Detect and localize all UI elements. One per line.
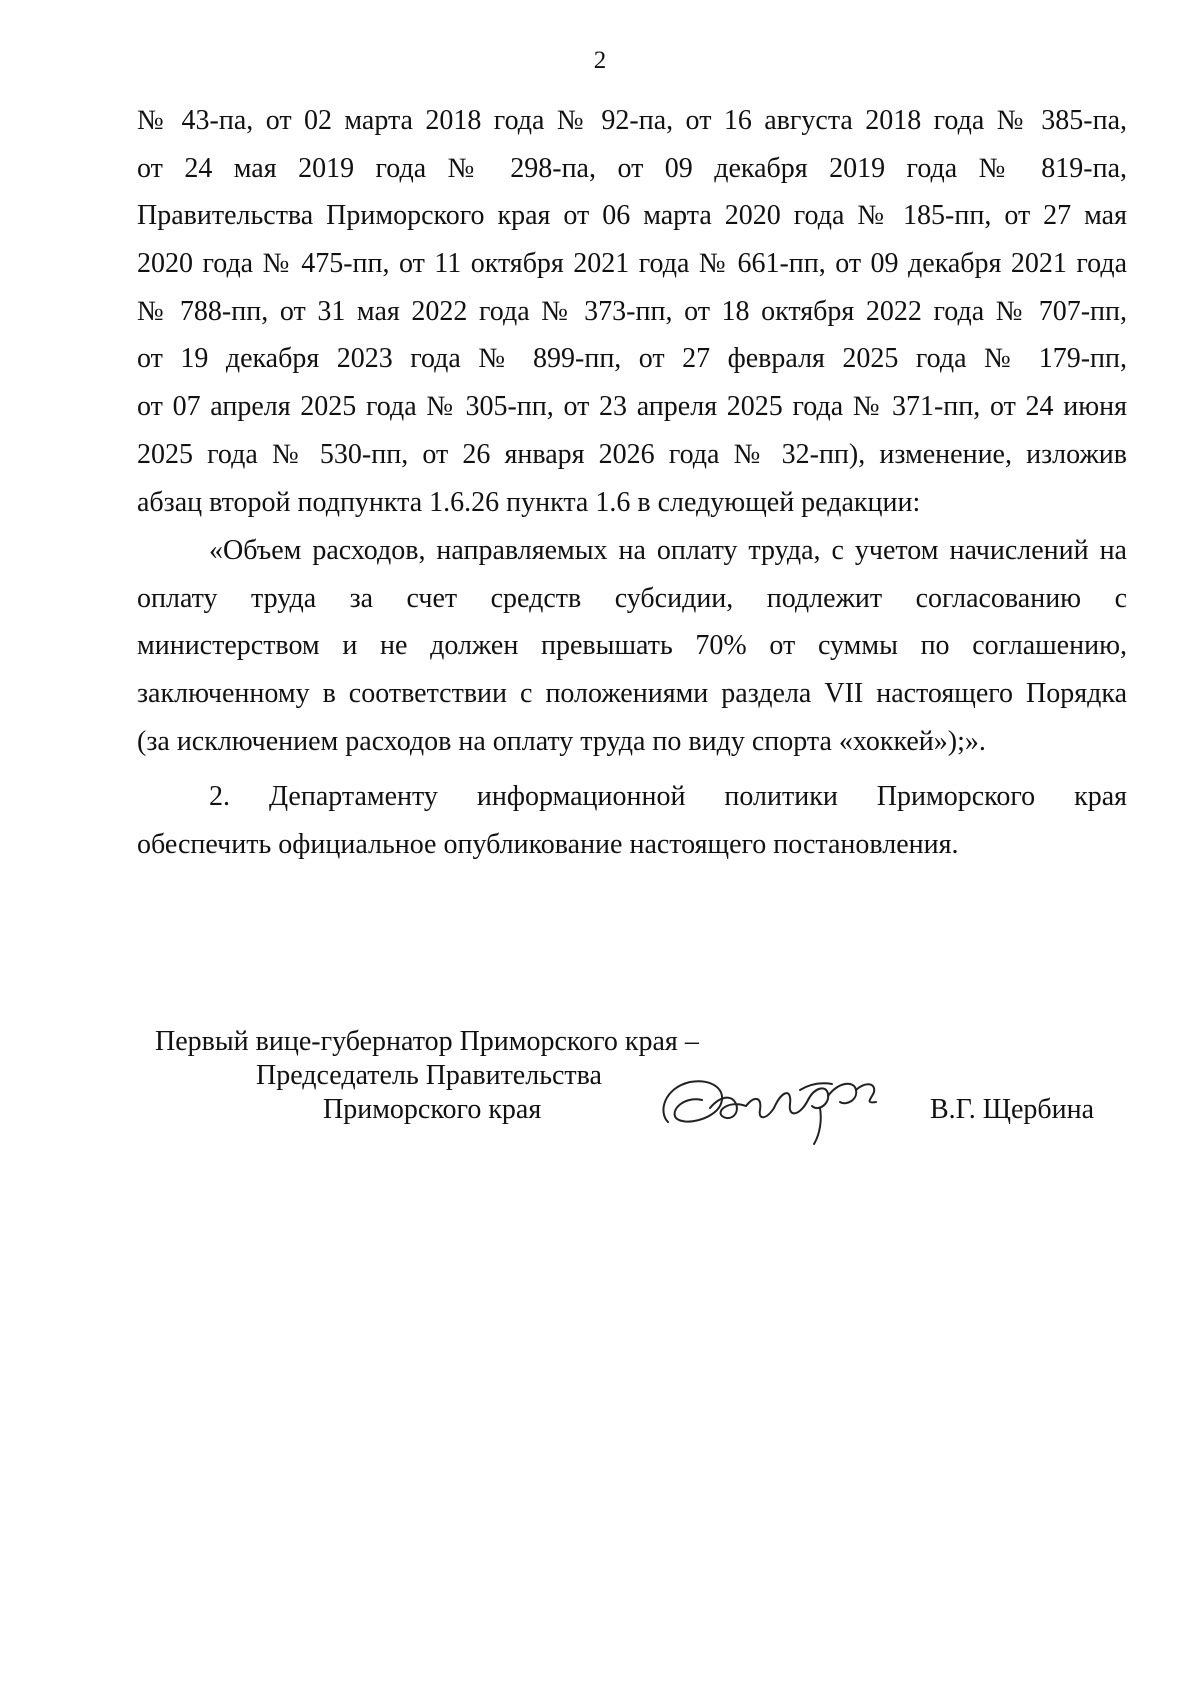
text-line: 2025 года № 530-пп, от 26 января 2026 года № 32-пп), изменение, изложив bbox=[137, 438, 1127, 470]
signatory-position-line: Председатель Правительства bbox=[256, 1060, 602, 1091]
text-line: абзац второй подпункта 1.6.26 пункта 1.6 в следующей редакции: bbox=[137, 486, 921, 518]
text-line: «Объем расходов, направляемых на оплату труда, с учетом начислений на bbox=[209, 535, 1127, 566]
text-line: обеспечить официальное опубликование настоящего постановления. bbox=[137, 828, 959, 860]
text-line: от 07 апреля 2025 года № 305-пп, от 23 апреля 2025 года № 371-пп, от 24 июня bbox=[137, 391, 1127, 423]
handwritten-signature bbox=[650, 1060, 910, 1160]
text-line: оплату труда за счет средств субсидии, подлежит согласованию с bbox=[137, 582, 1127, 614]
item-2-paragraph bbox=[137, 773, 1127, 868]
quoted-amendment-paragraph bbox=[137, 527, 1127, 765]
signature-block bbox=[0, 1025, 1200, 1145]
text-line: от 24 мая 2019 года № 298-па, от 09 декабря 2019 года № 819-па, bbox=[137, 152, 1127, 184]
signer-name: В.Г. Щербина bbox=[930, 1094, 1095, 1125]
text-line: Правительства Приморского края от 06 марта 2020 года № 185-пп, от 27 мая bbox=[137, 200, 1127, 232]
text-line: от 19 декабря 2023 года № 899-пп, от 27 февраля 2025 года № 179-пп, bbox=[137, 343, 1127, 375]
text-line: 2. Департаменту информационной политики Приморского края bbox=[209, 781, 1127, 812]
text-line: № 788-пп, от 31 мая 2022 года № 373-пп, от 18 октября 2022 года № 707-пп, bbox=[137, 295, 1127, 327]
page-number: 2 bbox=[593, 47, 607, 74]
text-line: министерством и не должен превышать 70% от суммы по соглашению, bbox=[137, 630, 1127, 662]
text-line: 2020 года № 475-пп, от 11 октября 2021 года № 661-пп, от 09 декабря 2021 года bbox=[137, 248, 1127, 280]
main-paragraph bbox=[137, 97, 1127, 526]
text-line: № 43-па, от 02 марта 2018 года № 92-па, от 16 августа 2018 года № 385-па, bbox=[137, 105, 1127, 136]
text-line: заключенному в соответствии с положениями раздела VII настоящего Порядка bbox=[137, 678, 1127, 710]
text-line: (за исключением расходов на оплату труда по виду спорта «хоккей»);». bbox=[137, 725, 986, 757]
signatory-position-line: Первый вице-губернатор Приморского края – bbox=[155, 1026, 699, 1057]
signatory-position-line: Приморского края bbox=[323, 1094, 542, 1125]
